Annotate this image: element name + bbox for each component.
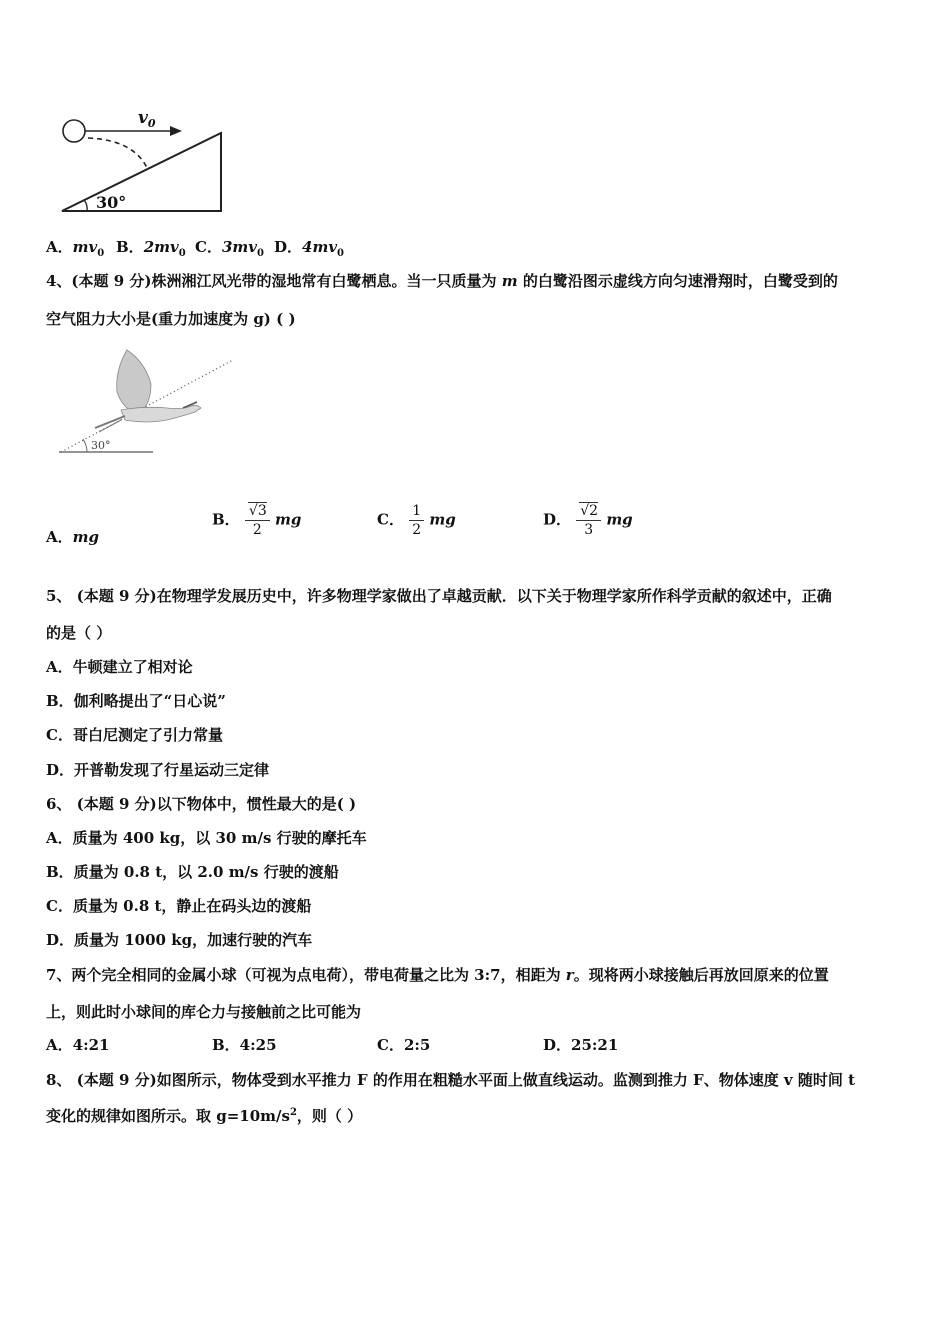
q7-stem-line1: 7、两个完全相同的金属小球（可视为点电荷），带电荷量之比为 3:7，相距为 r。现将两小球接触后再放回原来的位置 bbox=[46, 966, 829, 984]
fraction-sqrt2-over-3: $\frac{√2}{3}$ bbox=[576, 503, 601, 538]
slope-figure bbox=[50, 100, 240, 220]
egret-icon bbox=[95, 350, 201, 432]
q7-option-d: D．25:21 bbox=[543, 1036, 619, 1054]
q6-option-d: D．质量为 1000 kg，加速行驶的汽车 bbox=[46, 931, 313, 949]
q7-option-a: A．4:21 bbox=[46, 1036, 110, 1054]
q4-option-c: C． $\frac{1}{2}$ mg bbox=[377, 503, 456, 538]
q6-option-c: C．质量为 0.8 t，静止在码头边的渡船 bbox=[46, 897, 312, 915]
egret-figure bbox=[55, 340, 240, 460]
q5-option-a: A．牛顿建立了相对论 bbox=[46, 658, 193, 676]
q4-option-a: A．mg bbox=[46, 528, 100, 546]
trajectory-curve bbox=[88, 138, 148, 170]
angle-arc bbox=[84, 200, 87, 211]
q4-option-b: B． $\frac{√3}{2}$ mg bbox=[212, 503, 302, 538]
q7-option-b: B．4:25 bbox=[212, 1036, 277, 1054]
angle-label: 30° bbox=[96, 193, 127, 212]
q7-stem-line2: 上，则此时小球间的库仑力与接触前之比可能为 bbox=[46, 1003, 362, 1021]
q5-stem-line2: 的是（ ） bbox=[46, 624, 112, 642]
incline-triangle bbox=[62, 133, 221, 211]
q5-option-c: C．哥白尼测定了引力常量 bbox=[46, 726, 223, 744]
q6-stem: 6、 (本题 9 分)以下物体中，惯性最大的是( ) bbox=[46, 795, 357, 813]
egret-angle-label: 30° bbox=[91, 439, 111, 452]
q4-stem-line2: 空气阻力大小是(重力加速度为 g) ( ) bbox=[46, 310, 296, 328]
q4-option-d: D． $\frac{√2}{3}$ mg bbox=[543, 503, 633, 538]
q5-option-d: D．开普勒发现了行星运动三定律 bbox=[46, 761, 270, 779]
q5-stem-line1: 5、 (本题 9 分)在物理学发展历史中，许多物理学家做出了卓越贡献．以下关于物理学家所作科学贡献的叙述中，正确 bbox=[46, 587, 832, 605]
q3-option-c: C．$3mv_0$ bbox=[195, 238, 264, 259]
q7-option-c: C．2:5 bbox=[377, 1036, 431, 1054]
velocity-arrowhead bbox=[170, 126, 182, 136]
fraction-sqrt3-over-2: $\frac{√3}{2}$ bbox=[245, 503, 270, 538]
velocity-label: $v_0$ bbox=[138, 108, 156, 130]
ball-shape bbox=[63, 120, 85, 142]
q3-option-a: A．$mv_0$ bbox=[46, 238, 105, 259]
q3-option-d: D．$4mv_0$ bbox=[274, 238, 345, 259]
q5-option-b: B．伽利略提出了“日心说” bbox=[46, 692, 226, 710]
fraction-1-over-2: $\frac{1}{2}$ bbox=[409, 503, 424, 538]
angle-arc bbox=[83, 439, 87, 452]
q4-stem-line1: 4、(本题 9 分)株洲湘江风光带的湿地常有白鹭栖息。当一只质量为 m 的白鹭沿图示虚线方向匀速滑翔时，白鹭受到的 bbox=[46, 272, 838, 290]
q8-stem-line1: 8、 (本题 9 分)如图所示，物体受到水平推力 F 的作用在粗糙水平面上做直线运动。监测到推力 F、物体速度 v 随时间 t bbox=[46, 1071, 856, 1089]
q8-stem-line2: 变化的规律如图所示。取 $g=10m/s^2$，则（ ） bbox=[46, 1107, 363, 1125]
q6-option-a: A．质量为 400 kg，以 30 m/s 行驶的摩托车 bbox=[46, 829, 367, 847]
q3-option-b: B．$2mv_0$ bbox=[116, 238, 186, 259]
q6-option-b: B．质量为 0.8 t，以 2.0 m/s 行驶的渡船 bbox=[46, 863, 339, 881]
